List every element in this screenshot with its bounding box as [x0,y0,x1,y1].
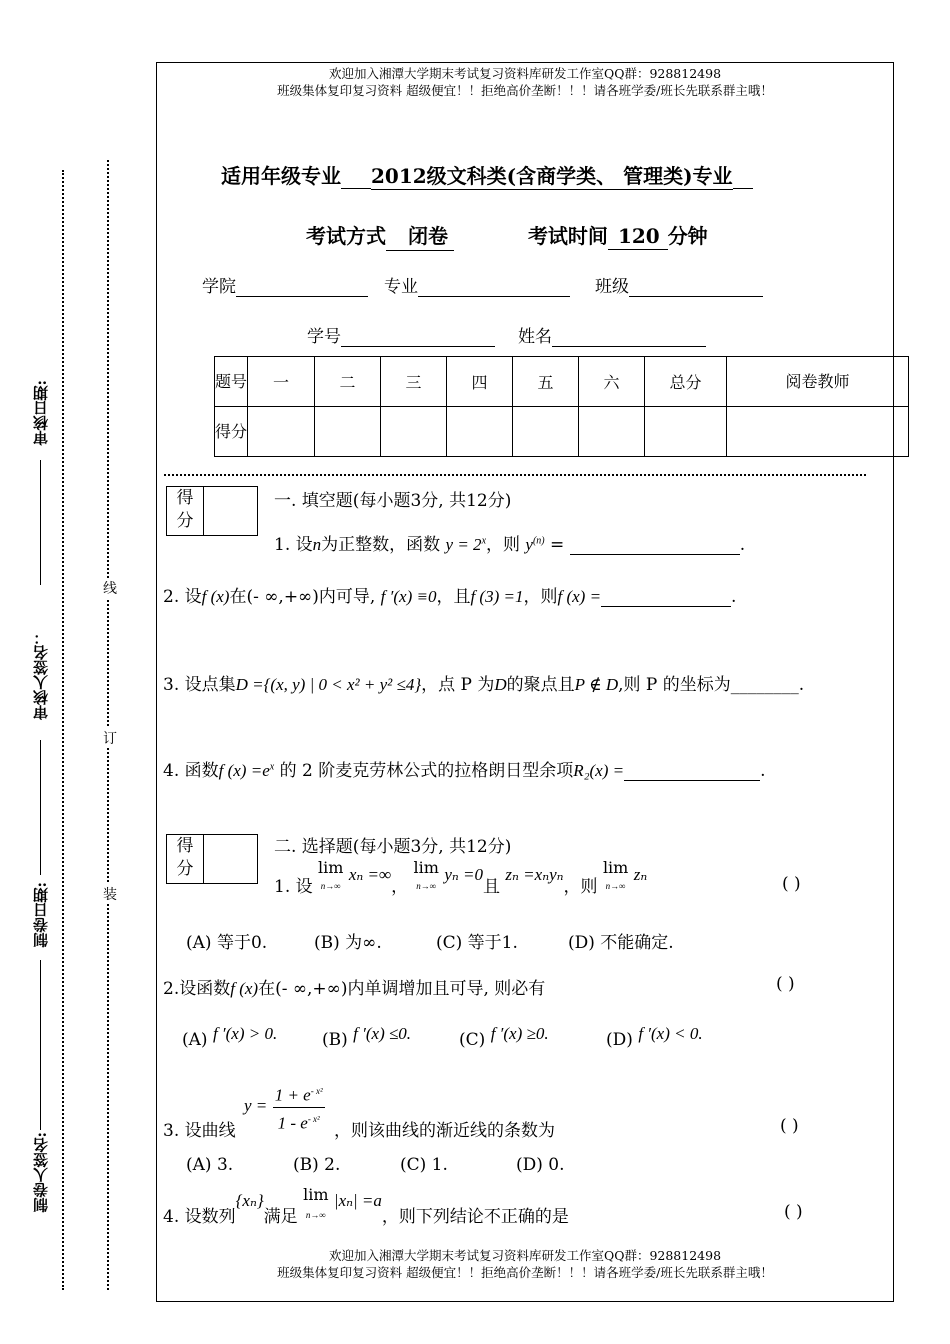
score-cell[interactable] [727,407,909,457]
binding-dotted-line-2 [107,160,109,1290]
score-box-label: 得分 [167,487,204,535]
score-cell[interactable] [579,407,645,457]
major-field[interactable]: 专业 [384,272,570,297]
s2-q3-answer-paren[interactable]: ( ) [780,1116,799,1136]
s2-q2-option-d: (D) f ′(x) < 0. [606,1024,703,1050]
bottom-banner-line2: 班级集体复印复习资料 超级便宜！！拒绝高价垄断！！！请各班学委/班长先联系群主哦！ [277,1265,773,1280]
bottom-banner-line1: 欢迎加入湘潭大学期末考试复习资料库研发工作室QQ群：928812498 [328,1248,722,1263]
make-date-line [40,960,41,1130]
s2-q4-answer-paren[interactable]: ( ) [784,1202,803,1222]
name-field[interactable]: 姓名 [518,322,706,347]
score-cell[interactable] [381,407,447,457]
col-3: 三 [381,357,447,407]
col-2: 二 [315,357,381,407]
header-label-cell: 题号 [215,357,248,407]
s2-q2-option-a: (A) f ′(x) > 0. [182,1024,278,1050]
s1-q2: 2. 设f (x)在(- ∞,+∞)内可导, f ′(x) ≡0，且f (3) =1，则f (x) = . [163,587,737,607]
reviewer-sign-line [40,740,41,875]
maker-sign-label: 制卷人签名: [32,1132,50,1213]
s2-q2-option-c: (C) f ′(x) ≥0. [459,1024,549,1050]
grade-line: 适用年级专业 2012级文科类(含商学类、 管理类)专业 [221,160,753,189]
s2-q2-option-b: (B) f ′(x) ≤0. [322,1024,412,1050]
section2-score-box [166,834,258,884]
s2-q1-option-c: (C) 等于1. [436,933,518,953]
section2-title: 二. 选择题(每小题3分, 共12分) [274,837,512,857]
s2-q1-option-d: (D) 不能确定. [568,933,674,953]
student-id-field[interactable]: 学号 [307,322,495,347]
top-banner-line1: 欢迎加入湘潭大学期末考试复习资料库研发工作室QQ群：928812498 [328,66,722,81]
s2-q1: 1. 设 lim n→∞ xₙ =∞， lim n→∞ yₙ =0且 zₙ =xₙyₙ，则 lim n→∞ zₙ [274,858,648,897]
s2-q3-prefix: 3. 设曲线 [163,1121,236,1141]
s2-q3-option-b: (B) 2. [293,1155,341,1175]
top-banner-line2: 班级集体复印复习资料 超级便宜！！拒绝高价垄断！！！请各班学委/班长先联系群主哦！ [277,83,773,98]
col-6: 六 [579,357,645,407]
exam-mode-line: 考试方式 闭卷 考试时间 120 分钟 [306,220,708,251]
review-date-label: 审核日期: [32,380,50,446]
s2-q1-option-a: (A) 等于0. [186,933,268,953]
s2-q3-text: ，则该曲线的渐近线的条数为 [334,1121,555,1141]
score-cell[interactable] [513,407,579,457]
reviewer-sign-label: 审核人签名： [32,630,50,720]
s2-q2: 2.设函数f (x)在(- ∞,+∞)内单调增加且可导, 则必有 [163,979,546,999]
class-field[interactable]: 班级 [595,272,763,297]
s2-q2-answer-paren[interactable]: ( ) [776,974,795,994]
col-grader: 阅卷教师 [727,357,909,407]
make-date-label: 制卷日期: [32,882,50,948]
college-field[interactable]: 学院 [202,272,368,297]
score-cell[interactable] [645,407,727,457]
s2-q1-answer-paren[interactable]: ( ) [782,874,801,894]
section1-title: 一. 填空题(每小题3分, 共12分) [274,491,512,511]
install-mark: 装 [103,884,117,904]
score-table [214,356,909,457]
score-box-input[interactable] [204,835,257,883]
col-4: 四 [447,357,513,407]
s1-q3: 3. 设点集D ={(x, y) | 0 < x² + y² ≤4}，点 P 为D的聚点且P ∉ D,则 P 的坐标为________. [163,675,805,695]
score-label-cell: 得分 [215,407,248,457]
s2-q3-option-c: (C) 1. [400,1155,448,1175]
line-mark: 线 [103,578,117,598]
score-cell[interactable] [315,407,381,457]
col-total: 总分 [645,357,727,407]
section1-score-box [166,486,258,536]
review-date-line [40,460,41,585]
score-box-input[interactable] [204,487,257,535]
s2-q4: 4. 设数列{xₙ}满足 lim n→∞ |xₙ| =a，则下列结论不正确的是 [163,1185,569,1227]
score-box-label: 得分 [167,835,204,883]
binding-dotted-line [62,170,64,1290]
col-5: 五 [513,357,579,407]
score-cell[interactable] [447,407,513,457]
bind-mark: 订 [103,728,117,748]
col-1: 一 [248,357,315,407]
s2-q1-option-b: (B) 为∞. [314,933,382,953]
s1-q4: 4. 函数f $(x) =e^x$ 的 2 阶麦克劳林公式的拉格朗日型余项R₂(x) = . [163,761,766,781]
s2-q3-option-d: (D) 0. [516,1155,565,1175]
dotted-separator [164,474,866,476]
s2-q3-fraction: y = $\frac{1 + e^{- x^2}}{1 - e^{- x^2}}$ [244,1080,325,1134]
s2-q3-option-a: (A) 3. [186,1155,234,1175]
s1-q1: 1. 设n为正整数，函数 $y = 2^x$，则 $y^{(n)}$ = . [274,535,746,555]
score-cell[interactable] [248,407,315,457]
